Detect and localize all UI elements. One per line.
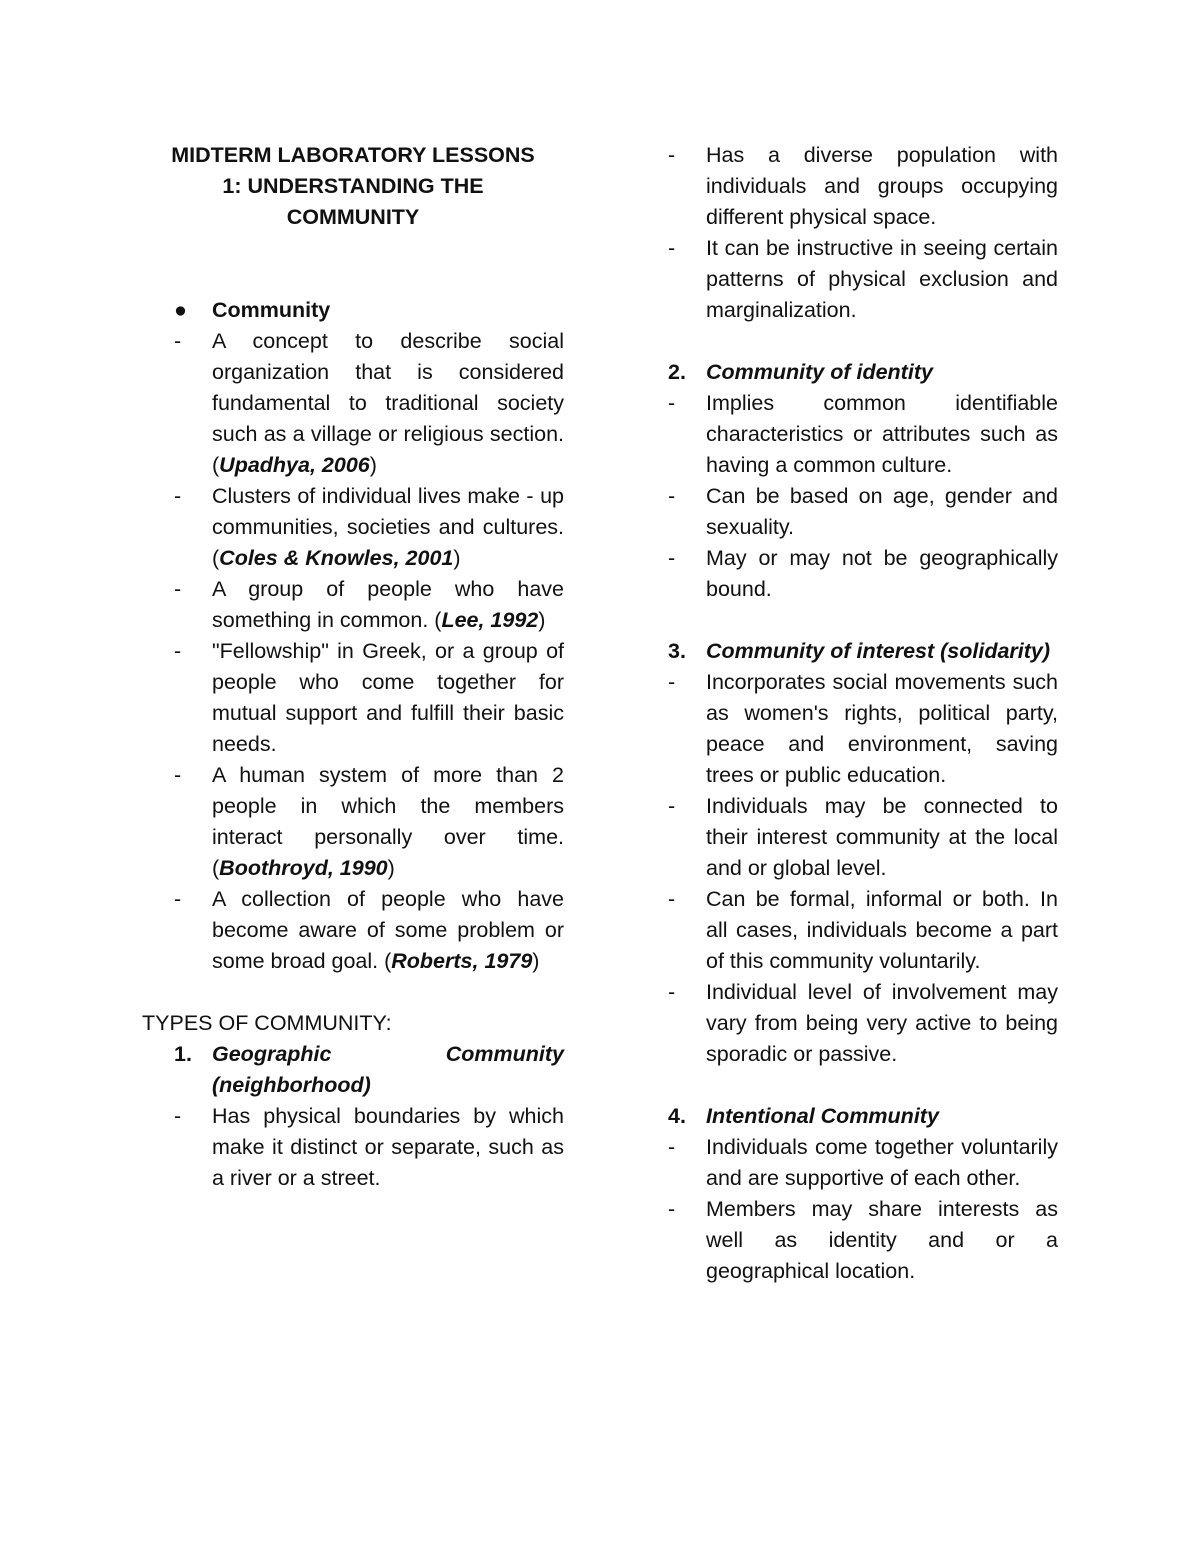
type-name: Community of interest (solidarity) xyxy=(706,639,1051,663)
type-3-point-3 xyxy=(668,884,1058,977)
definition-text: A concept to describe social organization that is considered fundamental to traditional society such as a village or religious section. ( xyxy=(212,329,564,477)
dash-marker: - xyxy=(174,1104,182,1128)
types-heading: TYPES OF COMMUNITY: xyxy=(142,1011,392,1035)
dash-marker: - xyxy=(174,484,182,508)
type-number: 2. xyxy=(668,360,686,384)
dash-marker: - xyxy=(668,1135,676,1159)
definition-text: A human system of more than 2 people in which the members interact personally over time. ( xyxy=(212,763,564,880)
type-4-heading xyxy=(668,1101,1058,1132)
citation: Lee, 1992 xyxy=(441,608,539,632)
type-3-point-2 xyxy=(668,791,1058,884)
definition-text: A collection of people who have become aware of some problem or some broad goal. ( xyxy=(212,887,564,973)
citation: Roberts, 1979 xyxy=(391,949,533,973)
dash-marker: - xyxy=(668,887,676,911)
dash-marker: - xyxy=(668,391,676,415)
point-text: Has physical boundaries by which make it distinct or separate, such as a river or a street. xyxy=(212,1104,564,1190)
community-bullet xyxy=(142,295,564,326)
point-text: May or may not be geographically bound. xyxy=(706,546,1058,601)
type-number: 1. xyxy=(174,1042,192,1066)
point-text: Individuals may be connected to their interest community at the local and or global level. xyxy=(706,794,1058,880)
definition-text: Clusters of individual lives make - up communities, societies and cultures. ( xyxy=(212,484,564,570)
dash-marker: - xyxy=(174,577,182,601)
type-number: 4. xyxy=(668,1104,686,1128)
point-text: Individual level of involvement may vary from being very active to being sporadic or passive. xyxy=(706,980,1058,1066)
type-1-heading xyxy=(142,1039,564,1101)
page-title xyxy=(142,140,564,233)
definition-text: A group of people who have something in common. ( xyxy=(212,577,564,632)
type-2-point-1 xyxy=(668,388,1058,481)
dash-marker: - xyxy=(174,329,182,353)
type-3-heading xyxy=(668,636,1058,667)
type-4-point-1 xyxy=(668,1132,1058,1194)
dash-marker: - xyxy=(174,763,182,787)
dash-marker: - xyxy=(174,639,182,663)
type-name: Intentional Community xyxy=(706,1104,939,1128)
dash-marker: - xyxy=(668,980,676,1004)
community-definition-4 xyxy=(142,636,564,760)
citation: Upadhya, 2006 xyxy=(219,453,370,477)
title-line-2: 1: UNDERSTANDING THE xyxy=(222,174,484,198)
point-text: Individuals come together voluntarily and are supportive of each other. xyxy=(706,1135,1058,1190)
type-4-point-2 xyxy=(668,1194,1058,1287)
point-text: Has a diverse population with individuals and groups occupying different physical space. xyxy=(706,143,1058,229)
point-text: Implies common identifiable characteristics or attributes such as having a common culture. xyxy=(706,391,1058,477)
community-heading: Community xyxy=(212,298,331,322)
right-column xyxy=(668,140,1058,1287)
dash-marker: - xyxy=(668,670,676,694)
community-definition-5 xyxy=(142,760,564,884)
citation-close: ) xyxy=(532,949,540,973)
type-1-point-3 xyxy=(668,233,1058,326)
type-2-heading xyxy=(668,357,1058,388)
citation-close: ) xyxy=(453,546,461,570)
point-text: It can be instructive in seeing certain patterns of physical exclusion and marginalization. xyxy=(706,236,1058,322)
community-definition-2 xyxy=(142,481,564,574)
point-text: Incorporates social movements such as women's rights, political party, peace and environment, saving trees or public education. xyxy=(706,670,1058,787)
point-text: Members may share interests as well as identity and or a geographical location. xyxy=(706,1197,1058,1283)
point-text: Can be formal, informal or both. In all cases, individuals become a part of this community voluntarily. xyxy=(706,887,1058,973)
community-definition-1 xyxy=(142,326,564,481)
dash-marker: - xyxy=(668,1197,676,1221)
type-2-point-3 xyxy=(668,543,1058,605)
title-line-1: MIDTERM LABORATORY LESSONS xyxy=(171,143,535,167)
dash-marker: - xyxy=(668,143,676,167)
type-number: 3. xyxy=(668,639,686,663)
point-text: Can be based on age, gender and sexuality. xyxy=(706,484,1058,539)
type-1-point-2 xyxy=(668,140,1058,233)
type-3-point-1 xyxy=(668,667,1058,791)
citation-close: ) xyxy=(387,856,395,880)
community-definition-6 xyxy=(142,884,564,977)
dash-marker: - xyxy=(174,887,182,911)
dash-marker: - xyxy=(668,546,676,570)
citation-close: ) xyxy=(538,608,546,632)
dash-marker: - xyxy=(668,236,676,260)
type-name: Community of identity xyxy=(706,360,933,384)
type-name: Geographic Community (neighborhood) xyxy=(212,1042,564,1097)
bullet-marker: ● xyxy=(174,298,187,322)
citation: Coles & Knowles, 2001 xyxy=(219,546,454,570)
definition-text: "Fellowship" in Greek, or a group of people who come together for mutual support and fulfill their basic needs. xyxy=(212,639,564,756)
left-column xyxy=(142,140,564,1194)
dash-marker: - xyxy=(668,794,676,818)
type-3-point-4 xyxy=(668,977,1058,1070)
dash-marker: - xyxy=(668,484,676,508)
citation: Boothroyd, 1990 xyxy=(219,856,388,880)
type-2-point-2 xyxy=(668,481,1058,543)
type-1-point-1 xyxy=(142,1101,564,1194)
citation-close: ) xyxy=(369,453,377,477)
community-definition-3 xyxy=(142,574,564,636)
title-line-3: COMMUNITY xyxy=(286,205,420,229)
